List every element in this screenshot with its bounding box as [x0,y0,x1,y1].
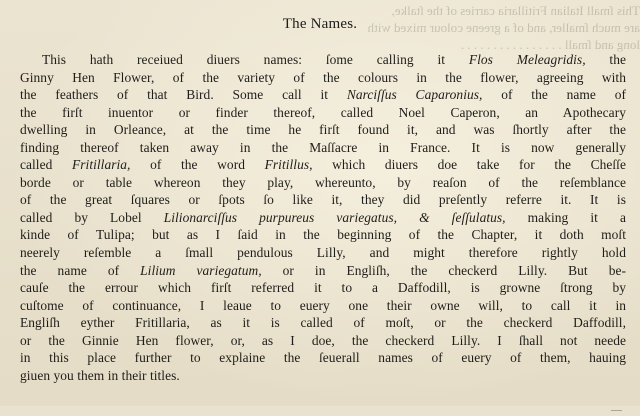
text-run: called by Lobel [20,209,164,225]
catchword-fragment: — [611,404,622,416]
text-run: the name of [20,262,141,278]
text-run: of the great ſquares or ſpots ſo like it, they did preſently referre it. It is [20,192,626,208]
text-run: or in Engliſh, the checkerd Lilly. But be- [261,262,627,278]
text-line [20,314,626,332]
text-run: making it a [505,209,626,225]
text-run: or the Ginnie Hen flower, or, as I doe, the checkerd Lilly. I ſhall not neede [20,332,626,348]
text-run: the feathers of that Bird. Some call it [20,87,347,103]
italic-term: Fritillaria, [72,157,131,173]
text-run: dwelling in Orleance, at the time he firſt found it, and was ſhortly after the [20,122,626,138]
text-run: cuſtome of continuance, I leaue to euery one their owne will, to call it in [20,297,626,313]
text-run: giuen you them in their titles. [20,367,180,383]
text-line [20,209,626,227]
text-line [20,191,626,209]
text-run: borde or table whereon they play, whereunto, by reaſon of the reſemblance [20,174,626,190]
body-paragraph [20,51,626,384]
italic-term: Fritillus, [264,157,313,173]
text-line [20,139,626,157]
text-line [20,121,626,139]
text-run: the [585,52,626,67]
text-run: the firſt inuentor or finder thereof, called Noel Caperon, an Apothecary [20,104,626,120]
text-run: of the word [130,157,265,173]
text-run: cauſe the errour which firſt referred it to a Daffodill, is growne ſtrong by [20,280,626,296]
italic-term: Flos Meleagridis, [468,52,586,67]
text-line [20,86,626,104]
text-run: in this place further to explaine the ſeuerall names of euery of them, hauing [20,350,626,366]
text-run: called [20,157,72,173]
text-run: Engliſh eyther Fritillaria, as it is called of moſt, or the checkerd Daffodill, [20,315,626,331]
text-line [20,244,626,262]
text-run: which diuers doe take for the Cheſſe [312,157,626,173]
text-run: This hath receiued diuers names: ſome calling it [42,52,469,67]
text-line [20,262,626,280]
text-line [20,367,626,385]
text-line [20,332,626,350]
text-line [20,156,626,174]
text-line [20,104,626,122]
text-run: finding thereof taken away in the Maſſacre in France. It is now generally [20,139,626,155]
text-line [20,349,626,367]
text-line [20,279,626,297]
text-run: neerely reſemble a ſmall pendulous Lilly, and might therefore rightly hold [20,245,626,261]
bleed-line: This ſmall Italian Fritillaria carries of the ſtalke, [391,3,640,18]
text-run: of the name of [482,87,627,103]
bleed-line: are much ſmaller, and of a greene colour mixed with [367,20,640,35]
text-line [20,51,626,69]
section-heading: The Names. [282,16,358,32]
bleed-line: long and ſmall . . . . . . . . . . . . . . . . [460,37,640,52]
text-run: kinde of Tulipa; but as I ſaid in the beginning of the Chapter, it doth moſt [20,227,626,243]
text-run: Ginny Hen Flower, of the variety of the colours in the flower, agreeing with [20,69,626,85]
italic-term: Lilium variegatum, [140,262,262,278]
text-line [20,297,626,315]
italic-term: Narciſſus Caparonius, [346,87,483,103]
text-line [20,174,626,192]
italic-term: Lilionarciſſus purpureus variegatus, & ſeſſulatus, [163,209,506,225]
text-line [20,69,626,87]
text-line [20,226,626,244]
